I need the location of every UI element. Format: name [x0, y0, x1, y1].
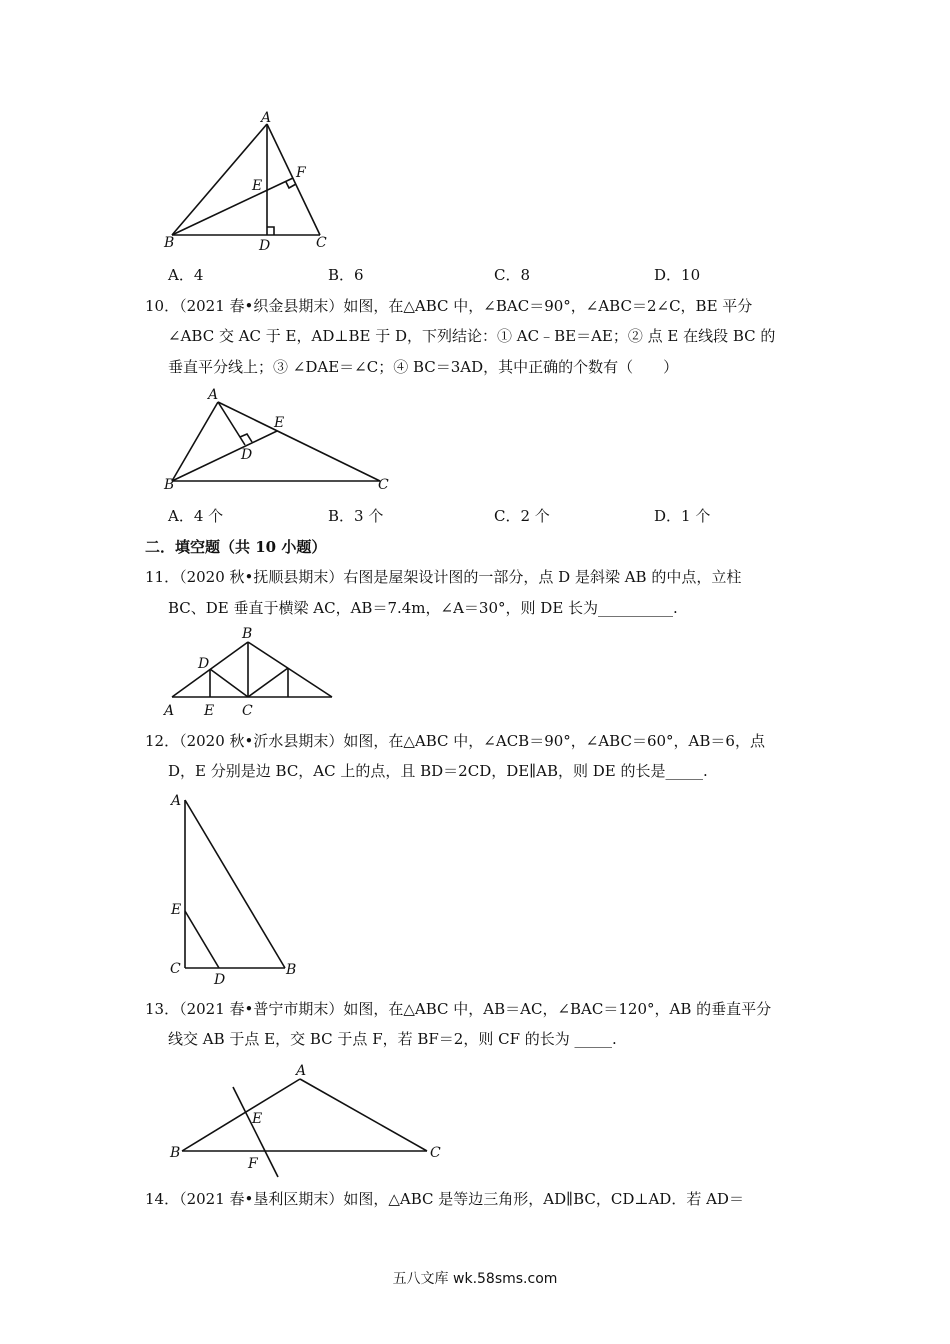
- q9-option-b: B．6: [328, 266, 364, 284]
- label-B: B: [286, 962, 297, 978]
- q13-line-2: 线交 AB 于点 E，交 BC 于点 F，若 BF＝2，则 CF 的长为 _____.: [168, 1030, 617, 1048]
- label-C: C: [430, 1145, 441, 1161]
- label-F: F: [296, 165, 306, 181]
- q9-option-d: D．10: [654, 266, 701, 284]
- label-A: A: [261, 110, 272, 126]
- figure-q11: [160, 622, 350, 722]
- label-D: D: [259, 238, 271, 254]
- label-A: A: [208, 387, 219, 403]
- label-E: E: [171, 902, 182, 918]
- label-E: E: [252, 178, 263, 194]
- footer-watermark: 五八文库 wk.58sms.com: [392, 1271, 558, 1287]
- label-B: B: [164, 235, 175, 251]
- q12-line-1: 12．（2020 秋•沂水县期末）如图，在△ABC 中，∠ACB＝90°，∠ABC＝60°，AB＝6，点: [145, 732, 765, 750]
- label-A: A: [171, 793, 182, 809]
- label-C: C: [378, 477, 389, 493]
- q11-line-2: BC、DE 垂直于横梁 AC，AB＝7.4m，∠A＝30°，则 DE 长为__________.: [168, 599, 678, 617]
- q11-line-1: 11．（2020 秋•抚顺县期末）右图是屋架设计图的一部分，点 D 是斜梁 AB 的中点，立柱: [145, 568, 742, 586]
- label-E: E: [274, 415, 285, 431]
- q9-option-a: A．4: [168, 266, 204, 284]
- label-D: D: [241, 447, 253, 463]
- label-B: B: [242, 626, 253, 642]
- q10-line-2: ∠ABC 交 AC 于 E，AD⊥BE 于 D，下列结论：① AC﹣BE＝AE；② 点 E 在线段 BC 的: [168, 327, 776, 345]
- q10-option-a: A．4 个: [168, 507, 224, 525]
- label-F: F: [248, 1156, 258, 1172]
- figure-q10: [160, 385, 400, 495]
- q14-line-1: 14．（2021 春•垦利区期末）如图，△ABC 是等边三角形，AD∥BC，CD⊥AD．若 AD＝: [145, 1190, 744, 1208]
- label-C: C: [316, 235, 327, 251]
- q10-option-d: D．1 个: [654, 507, 711, 525]
- label-D: D: [214, 972, 226, 988]
- section-heading: 二．填空题（共 10 小题）: [145, 538, 327, 556]
- q10-line-1: 10．（2021 春•织金县期末）如图，在△ABC 中，∠BAC＝90°，∠ABC＝2∠C，BE 平分: [145, 297, 753, 315]
- figure-q13: [160, 1055, 450, 1180]
- figure-q9: [160, 110, 350, 260]
- figure-q12: [160, 785, 320, 990]
- q12-line-2: D，E 分别是边 BC，AC 上的点，且 BD＝2CD，DE∥AB，则 DE 的长是_____.: [168, 762, 708, 780]
- label-E: E: [204, 703, 215, 719]
- label-C: C: [242, 703, 253, 719]
- q9-option-c: C．8: [494, 266, 531, 284]
- label-B: B: [170, 1145, 181, 1161]
- label-C: C: [170, 961, 181, 977]
- q10-line-3: 垂直平分线上；③ ∠DAE＝∠C；④ BC＝3AD，其中正确的个数有（ ）: [168, 358, 679, 376]
- label-A: A: [164, 703, 175, 719]
- label-A: A: [296, 1063, 307, 1079]
- q10-option-c: C．2 个: [494, 507, 550, 525]
- q10-option-b: B．3 个: [328, 507, 384, 525]
- q13-line-1: 13．（2021 春•普宁市期末）如图，在△ABC 中，AB＝AC，∠BAC＝120°，AB 的垂直平分: [145, 1000, 772, 1018]
- label-D: D: [198, 656, 210, 672]
- label-B: B: [164, 477, 175, 493]
- label-E: E: [252, 1111, 263, 1127]
